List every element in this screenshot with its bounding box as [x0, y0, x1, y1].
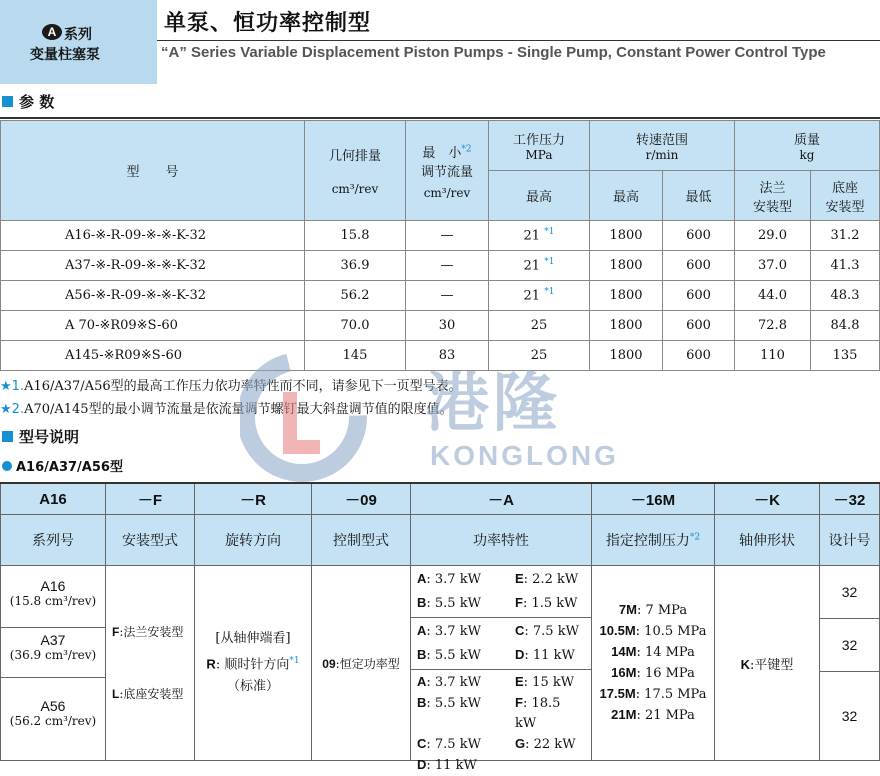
control-cell: 09:恒定功率型: [312, 566, 411, 761]
series-label: 系列: [64, 27, 92, 43]
power-cell: A: 3.7 kW E: 2.2 kW B: 5.5 kW F: 1.5 kW A: 3.7 kW C: 7.5 kW B: 5.5 kW D: 11 kW A: 3.7 kW E: 15 kW B: 5.5 kW F: 18.5 kW C: 7.5 kW G: 22 kW D: 11 kW: [411, 566, 592, 761]
logo-icon: A: [42, 24, 62, 40]
series-name: 变量柱塞泵: [30, 47, 100, 63]
square-bullet-icon: [2, 431, 13, 442]
params-heading: 参 数: [2, 91, 54, 112]
model-desc-heading: 型号说明: [2, 426, 79, 447]
table-row: A56-※-R-09-※-※-K-32 56.2 — 21 $^{*1}$ 1800 600 44.0 48.3: [1, 281, 880, 311]
page-title: 单泵、恒功率控制型: [164, 11, 372, 36]
shaft-cell: K:平键型: [715, 566, 820, 761]
col-mass: 质量 kg: [735, 121, 880, 171]
col-speed-max: 最高: [590, 171, 663, 221]
col-displacement: 几何排量 cm³/rev: [305, 121, 406, 221]
title-rule: [157, 40, 880, 41]
note-1: ★1.A16/A37/A56型的最高工作压力依功率特性而不同，请参见下一页型号表。: [0, 379, 462, 394]
col-speed: 转速范围 r/min: [590, 121, 735, 171]
col-mass-foot: 底座 安装型: [811, 171, 880, 221]
rotation-cell: [从轴伸端看] R: 顺时针方向$^{*1}$ （标准）: [195, 566, 312, 761]
code-row: A16 －F －R －09 －A －16M －K －32: [1, 483, 880, 515]
table-row: A16-※-R-09-※-※-K-32 15.8 — 21 $^{*1}$ 1800 600 29.0 31.2: [1, 221, 880, 251]
note-2: ★2.A70/A145型的最小调节流量是依流量调节螺钉最大斜盘调节值的限度值。: [0, 402, 453, 417]
table-row: A37-※-R-09-※-※-K-32 36.9 — 21 $^{*1}$ 1800 600 37.0 41.3: [1, 251, 880, 281]
watermark-logo: 港隆 KONGLONG: [240, 352, 660, 486]
params-table: [0, 120, 880, 371]
col-pressure: 工作压力 MPa: [489, 121, 590, 171]
circle-bullet-icon: [2, 461, 12, 471]
col-model: 型 号: [1, 121, 305, 221]
model-code-table: [0, 482, 880, 773]
col-min-flow: 最 小$^{*2}$ 调节流量 cm³/rev: [406, 121, 489, 221]
col-mass-flange: 法兰 安装型: [735, 171, 811, 221]
table-row: A 70-※R09※S-60 70.0 30 25 1800 600 72.8 84.8: [1, 311, 880, 341]
pressure-cell: 7M: 7 MPa 10.5M: 10.5 MPa 14M: 14 MPa 16M: 16 MPa 17.5M: 17.5 MPa 21M: 21 MPa: [592, 566, 715, 761]
series-cell: A16 (15.8 cm³/rev) A37 (36.9 cm³/rev) A56 (56.2 cm³/rev): [1, 566, 106, 761]
col-speed-min: 最低: [663, 171, 735, 221]
design-cell: 32 32 32: [820, 566, 880, 761]
divider: [0, 117, 880, 119]
option-row: [1, 566, 880, 761]
square-bullet-icon: [2, 96, 13, 107]
label-row: 系列号 安装型式 旋转方向 控制型式 功率特性 指定控制压力$^{*2}$ 轴伸形状 设计号: [1, 515, 880, 566]
mount-cell: F:法兰安装型 L:底座安装型: [106, 566, 195, 761]
table-row: A145-※R09※S-60 145 83 25 1800 600 110 135: [1, 341, 880, 371]
col-pressure-max: 最高: [489, 171, 590, 221]
series-badge: [0, 0, 157, 84]
model-sub-heading: A16/A37/A56型: [2, 456, 123, 475]
page-subtitle: “A” Series Variable Displacement Piston Pumps - Single Pump, Constant Power Control Type: [161, 44, 826, 61]
